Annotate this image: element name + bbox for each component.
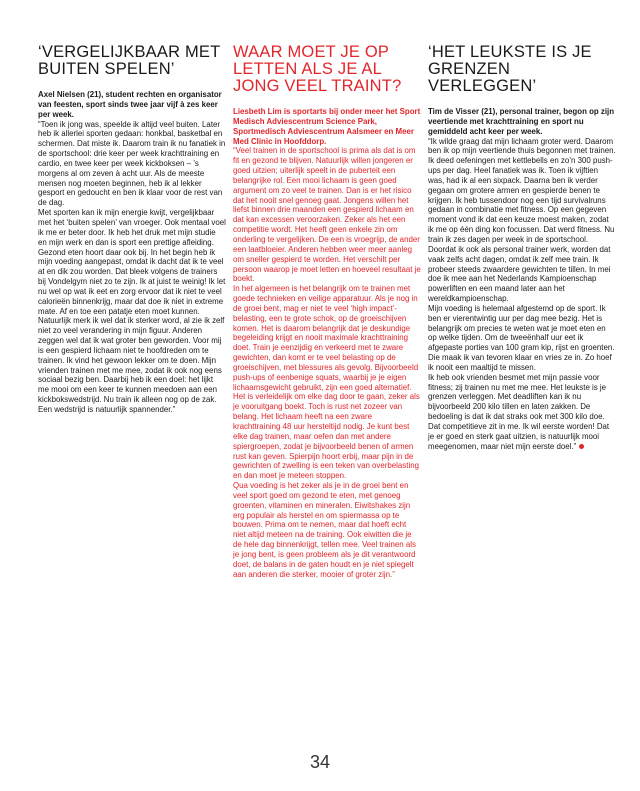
column-lead: Axel Nielsen (21), student rechten en organisator van feesten, sport sinds twee jaar vijf à zes keer per week. bbox=[38, 90, 222, 119]
column-tim-de-visser bbox=[428, 44, 616, 452]
column-heading: ‘HET LEUKSTE IS JE GRENZEN VERLEGGEN’ bbox=[428, 43, 592, 95]
column-axel-nielsen bbox=[38, 44, 226, 415]
page-number: 34 bbox=[309, 752, 331, 772]
column-body: “Veel trainen in de sportschool is prima als dat is om fit en gezond te blijven. Natuurlijk willen jongeren er goed uitzien; uiterlijk speelt in de puberteit een belangrijke rol. Een mooi lichaam is geen goed argument om zo veel te trainen. Dan is er het risico dat het nooit snel genoeg gaat. Jongens willen het liefst binnen drie maanden een gespierd lichaam en dat kan excessen veroorzaken. Zeker als het een competitie wordt. Het heeft geen enkele zin om onderling te vergelijken. De een is vroegrijp, de ander een laatbloeier. Anderen hebben weer meer aanleg om sneller gespierd te worden. Het verschilt per persoon waarop je moet letten en hoeveel resultaat je boekt. In het algemeen is het belangrijk om te trainen met goede technieken en veilige apparatuur. Als je nog in de groei bent, mag er niet te veel ‘high impact’-belasting, een te grote schok, op de groeischijven komen. Het is daarom belangrijk dat je deskundige begeleiding krijgt en nooit maximale krachttraining doet. Train je eenzijdig en verkeerd met te zware gewichten, dan komt er te veel belasting op de groeischijven, met blessures als gevolg. Bijvoorbeeld push-ups of eenbenige squats, waarbij je je eigen lichaamsgewicht gebruikt, zijn een goed alternatief. Het is verleidelijk om elke dag door te gaan, zeker als je vooruitgang boekt. Toch is rust net zozeer van belang. Het lichaam heeft na een zware krachttraining 48 uur hersteltijd nodig. Je kunt best elke dag trainen, maar oefen dan met andere spiergroepen, zodat je bijvoorbeeld benen of armen rust kan geven. Spierpijn hoort erbij, maar pijn in de gewrichten of zwelling is een teken van overbelasting en dan moet je meteen stoppen. Qua voeding is het zeker als je in de groei bent en veel sport goed om gezond te eten, met genoeg groenten, vitaminen en mineralen. Eiwitshakes zijn erg populair als herstel en om spiermassa op te bouwen. Prima om te nemen, maar dat hoeft echt niet altijd meteen na de training. Ook eiwitten die je de hele dag binnenkrijgt, tellen mee. Veel trainen als je jong bent, is geen probleem als je dit verantwoord doet, de balans in de gaten houdt en je niet spiegelt aan anderen die sterker, mooier of groter zijn.” bbox=[233, 146, 421, 579]
column-heading: ‘VERGELIJKBAAR MET BUITEN SPELEN’ bbox=[38, 43, 221, 78]
column-heading: WAAR MOET JE OP LETTEN ALS JE AL JONG VEEL TRAINT? bbox=[233, 43, 402, 95]
column-body: “Toen ik jong was, speelde ik altijd veel buiten. Later heb ik allerlei sporten gedaan: honkbal, basketbal en schermen. Dat miste ik. Daarom train ik nu fanatiek in de sportschool: drie keer per week krachttraining en cardio, en twee keer per week kickboksen – ’s morgens al om zeven à acht uur. Als de meeste mensen nog moeten beginnen, heb ik al lekker gesport en gedoucht en ben ik klaar voor de rest van de dag. Met sporten kan ik mijn energie kwijt, vergelijkbaar met het ‘buiten spelen’ van vroeger. Ook mentaal voel ik me er beter door. Ik heb het druk met mijn studie en mijn werk en dan is sport een prettige afleiding. Gezond eten hoort daar ook bij. In het begin heb ik mijn voeding aangepast, omdat ik dacht dat ik te veel at en dik zou worden. Dat bleek volgens de trainers bij Vondelgym niet zo te zijn. Ik at juist te weinig! Ik let nu wel op wat ik eet en zorg ervoor dat ik niet te veel calorieën binnenkrijg, maar dat doe ik niet in extreme mate. Af en toe een patatje eten moet kunnen. Natuurlijk merk ik wel dat ik sterker word, al zie ik zelf niet zo veel verandering in mijn figuur. Anderen zeggen wel dat ik wat groter ben geworden. Voor mij is een gespierd lichaam niet te hoofdreden om te trainen. Ik vind het gewoon lekker om te doen. Mijn vrienden trainen met me mee, zodat ik ook nog eens sociaal bezig ben. Daarbij heb ik een doel: het lijkt me mooi om een keer te kunnen meedoen aan een kickbokswedstrijd. Nu train ik alleen nog op de zak. Een wedstrijd is natuurlijk spannender.” bbox=[38, 119, 226, 414]
column-lead: Liesbeth Lim is sportarts bij onder meer het Sport Medisch Adviescentrum Science Park, Sportmedisch Adviescentrum Aalsmeer en Meer Med Clinic in Hoofddorp. bbox=[233, 107, 421, 146]
column-lead: Tim de Visser (21), personal trainer, begon op zijn veertiende met krachttraining en sport nu gemiddeld acht keer per week. bbox=[428, 107, 615, 136]
column-liesbeth-lim bbox=[233, 44, 421, 580]
end-mark-dot bbox=[579, 444, 584, 449]
column-body: “Ik wilde graag dat mijn lichaam groter werd. Daarom ben ik op mijn veertiende thuis begonnen met trainen. Ik deed oefeningen met kettlebells en zo’n 300 push-ups per dag. Heel fanatiek was ik. Toen ik vijftien was, had ik al een sixpack. Daarna ben ik verder gegaan om grotere armen en gespierde benen te krijgen. Ik heb tussendoor nog een tijd survivalruns gedaan in combinatie met fitness. Op een gegeven moment vond ik dat een keuze moest maken, zodat ik me op één ding kon focussen. Dat werd fitness. Nu train ik zes dagen per week in de sportschool. Doordat ik ook als personal trainer werk, worden dat vaak zelfs acht dagen, omdat ik zelf mee train. Ik probeer steeds zwaardere gewichten te tillen. In mei doe ik mee aan het Nederlands Kampioenschap powerliften en een maand later aan het wereldkampioenschap. Mijn voeding is helemaal afgestemd op de sport. Ik ben er vierentwintig uur per dag mee bezig. Het is belangrijk om precies te weten wat je moet eten en op welke tijden. Om de tweeënhalf uur eet ik afgepaste porties van 100 gram kip, rijst en groenten. Die maak ik van tevoren klaar en vries ze in. Zo hoef ik nooit een maaltijd te missen. Ik heb ook vrienden besmet met mijn passie voor fitness; zij trainen nu met me mee. Het leukste is je grenzen verleggen. Met deadliften kan ik nu bijvoorbeeld 200 kilo tillen en laten zakken. De bedoeling is dat ik dat straks ook met 300 kilo doe. Dat competitieve zit in me. Ik wil eerste worden! Dat je er goed en sterk gaat uitzien, is natuurlijk mooi meegenomen, maar niet mijn eerste doel.” bbox=[428, 136, 616, 451]
